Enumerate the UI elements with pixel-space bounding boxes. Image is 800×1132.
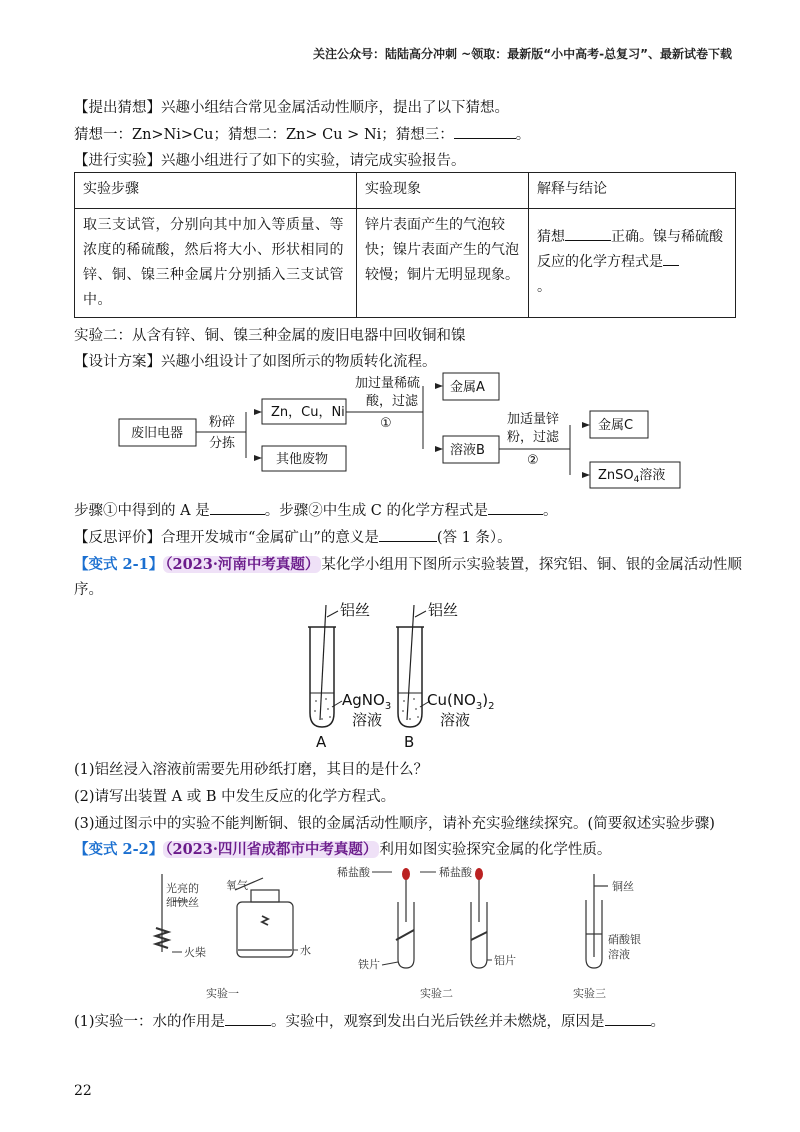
label-exp-3: 实验三 — [573, 987, 606, 1000]
label-add-zinc: 加适量锌 — [507, 412, 560, 427]
hypothesis-list: 猜想一：Zn>Ni>Cu；猜想二：Zn> Cu > Ni；猜想三： 。 — [74, 127, 531, 143]
label-wire-a: 铝丝 — [340, 601, 371, 619]
arrow-icon — [254, 455, 262, 461]
hypothesis-intro: 【提出猜想】兴趣小组结合常见金属活动性顺序，提出了以下猜想。 — [74, 100, 509, 116]
step-2-marker: ② — [527, 453, 539, 468]
experiment-intro: 【进行实验】兴趣小组进行了如下的实验，请完成实验报告。 — [74, 153, 466, 169]
aluminum-wire-b — [407, 605, 414, 720]
question-2-1-2: (2)请写出装置 A 或 B 中发生反应的化学方程式。 — [74, 789, 396, 805]
label-solution-b: 溶液B — [450, 443, 485, 458]
table-cell-phenomenon: 锌片表面产生的气泡较快；镍片表面产生的气泡较慢；铜片无明显现象。 — [357, 209, 529, 318]
variant-2-2-heading: 【变式 2-2】 （2023·四川省成都市中考真题） 利用如图实验探究金属的化学性质。 — [74, 841, 612, 858]
page-number: 22 — [74, 1083, 92, 1099]
label-hcl-1: 稀盐酸 — [337, 866, 370, 879]
test-tube-figure — [280, 595, 520, 755]
label-metal-a: 金属A — [450, 380, 485, 395]
answer-blank[interactable] — [488, 502, 543, 515]
label-copper-wire: 铜丝 — [612, 880, 634, 893]
page-header: 关注公众号：陆陆高分冲刺 ~领取：最新版“小中高考-总复习”、最新试卷下载 — [313, 47, 732, 61]
arrow-icon — [582, 472, 590, 478]
variant-2-1-heading: 【变式 2-1】 （2023·河南中考真题） 某化学小组用下图所示实验装置，探究铝、铜、银的金属活动性顺 — [74, 556, 742, 573]
label-hcl-2: 稀盐酸 — [439, 866, 472, 879]
label-tube-a: A — [316, 733, 327, 751]
question-2-1-1: (1)铝丝浸入溶液前需要先用砂纸打磨，其目的是什么？ — [74, 762, 429, 778]
arrow-icon — [435, 446, 443, 452]
label-wire-b: 铝丝 — [428, 601, 459, 619]
label-solution-b: 溶液 — [440, 711, 471, 729]
label-al-sheet: 铝片 — [494, 954, 516, 967]
arrow-icon — [435, 383, 443, 389]
arrow-icon — [582, 422, 590, 428]
label-solution-a: 溶液 — [352, 711, 383, 729]
label-iron-wire: 细铁丝 — [166, 896, 199, 909]
question-2-1-3: (3)通过图示中的实验不能判断铜、银的金属活动性顺序，请补充实验继续探究。(简要叙述实验步骤) — [74, 816, 715, 832]
aluminum-wire-a — [320, 605, 326, 720]
label-cuno3: $Cu(NO_3)_2$ — [427, 691, 495, 712]
label-shiny: 光亮的 — [166, 882, 199, 895]
design-intro: 【设计方案】兴趣小组设计了如图所示的物质转化流程。 — [74, 354, 437, 370]
label-agno3-2: 溶液 — [608, 948, 630, 961]
label-filter: 酸，过滤 — [366, 394, 419, 409]
label-old-appliance: 废旧电器 — [131, 426, 184, 441]
label-znso4: ZnSO$_4$溶液 — [598, 468, 666, 485]
label-oxygen: 氧气 — [226, 879, 248, 892]
answer-blank[interactable] — [225, 1013, 271, 1026]
iron-coil — [156, 928, 168, 948]
experiment-report-table — [74, 172, 736, 318]
label-mixed-metals: Zn，Cu，Ni — [271, 405, 345, 420]
label-exp-1: 实验一 — [206, 987, 239, 1000]
table-header: 实验现象 — [357, 173, 529, 209]
label-add-acid: 加过量稀硫 — [355, 376, 421, 391]
step-1-marker: ① — [380, 416, 392, 431]
question-2-2-1: (1)实验一：水的作用是 。实验中，观察到发出白光后铁丝并未燃烧，原因是 。 — [74, 1014, 666, 1030]
variant-2-1-heading-cont: 序。 — [74, 582, 103, 598]
label-metal-c: 金属C — [598, 418, 634, 433]
table-cell-conclusion: 猜想 正确。镍与稀硫酸反应的化学方程式是 。 — [529, 209, 736, 318]
label-crush: 粉碎 — [209, 415, 236, 430]
gas-bottle — [237, 902, 293, 957]
label-agno3: AgNO$_3$ — [342, 691, 392, 712]
dropper-bulb-icon — [475, 868, 483, 880]
answer-blank[interactable] — [605, 1013, 651, 1026]
exp2-title: 实验二：从含有锌、铜、镍三种金属的废旧电器中回收铜和镍 — [74, 328, 466, 344]
answer-blank[interactable] — [210, 502, 265, 515]
table-cell-step: 取三支试管，分别向其中加入等质量、等浓度的稀硫酸，然后将大小、形状相同的锌、铜、镍三种金属片分别插入三支试管中。 — [75, 209, 357, 318]
question-reflect: 【反思评价】合理开发城市“金属矿山”的意义是 (答 1 条）。 — [74, 530, 512, 546]
label-exp-2: 实验二 — [420, 987, 453, 1000]
arrow-icon — [254, 409, 262, 415]
answer-blank[interactable] — [663, 253, 679, 266]
label-water: 水 — [300, 944, 311, 957]
label-filter-2: 粉，过滤 — [507, 430, 560, 445]
question-step: 步骤①中得到的 A 是 。步骤②中生成 C 的化学方程式是 。 — [74, 503, 558, 519]
table-header: 解释与结论 — [529, 173, 736, 209]
answer-blank[interactable] — [454, 126, 516, 139]
label-match: 火柴 — [184, 946, 206, 959]
dropper-bulb-icon — [402, 868, 410, 880]
experiment-figures — [130, 862, 690, 1002]
label-agno3-1: 硝酸银 — [608, 933, 641, 946]
answer-blank[interactable] — [565, 228, 611, 241]
table-header: 实验步骤 — [75, 173, 357, 209]
label-sort: 分拣 — [209, 436, 236, 451]
label-iron-sheet: 铁片 — [358, 958, 380, 971]
label-other-waste: 其他废物 — [276, 452, 329, 467]
label-tube-b: B — [404, 733, 415, 751]
flow-diagram — [0, 365, 800, 495]
answer-blank[interactable] — [379, 529, 437, 542]
